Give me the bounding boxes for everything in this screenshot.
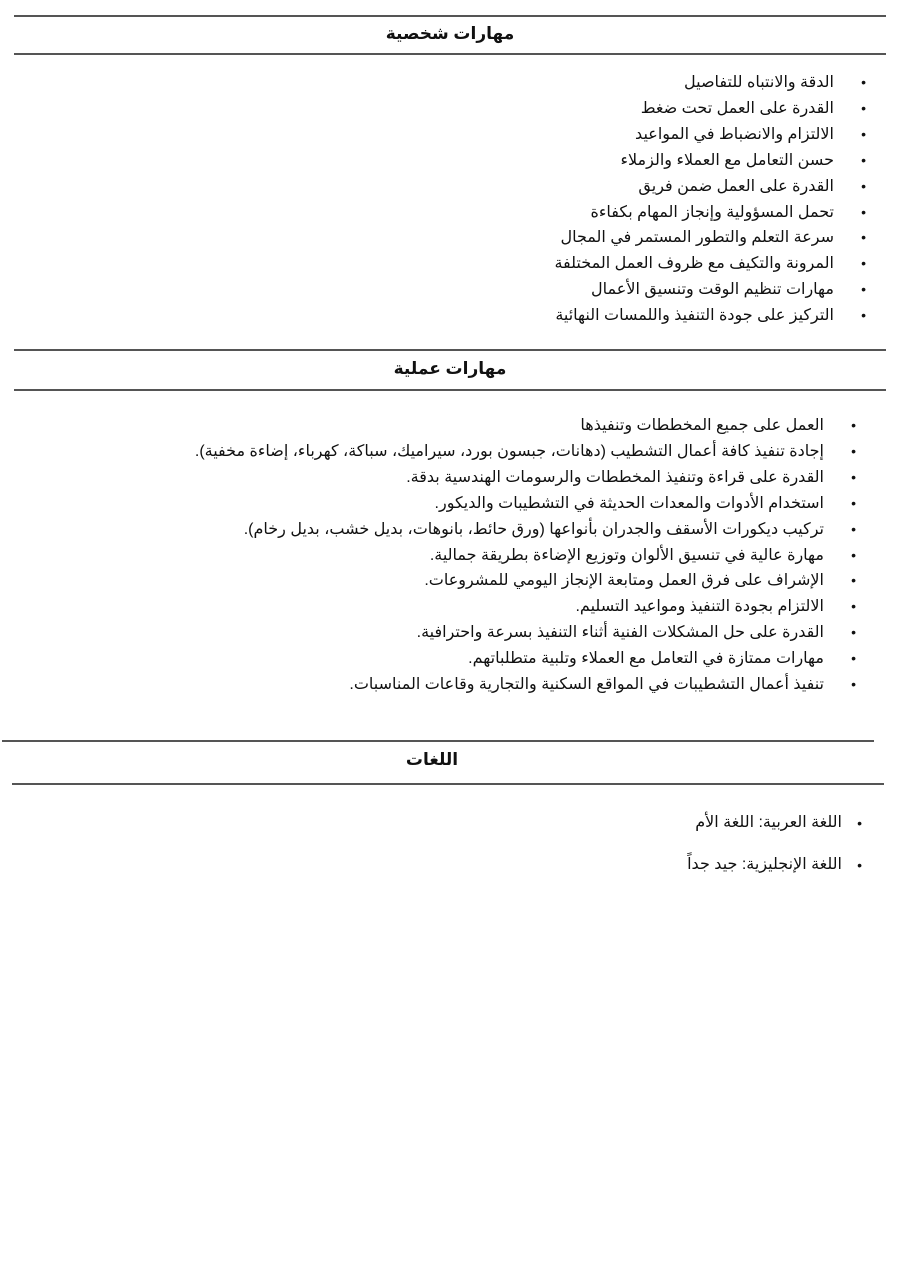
list-item-text: القدرة على قراءة وتنفيذ المخططات والرسومات الهندسية بدقة. (406, 468, 824, 486)
practical-skill-item (64, 465, 856, 491)
personal-skill-item (134, 148, 866, 174)
bullet-icon: • (861, 255, 866, 272)
divider-bottom-practical (14, 389, 886, 391)
personal-skill-item (134, 70, 866, 96)
list-item-text: القدرة على العمل ضمن فريق (638, 177, 834, 195)
practical-skill-item (64, 620, 856, 646)
bullet-icon: • (851, 494, 856, 511)
divider-bottom-languages (12, 783, 884, 785)
list-item-text: مهارات ممتازة في التعامل مع العملاء وتلبية متطلباتهم. (468, 650, 824, 668)
divider-top-practical (14, 349, 886, 351)
practical-skill-item (64, 543, 856, 569)
bullet-icon: • (851, 468, 856, 485)
list-item-text: المرونة والتكيف مع ظروف العمل المختلفة (554, 255, 834, 273)
personal-skill-item (134, 225, 866, 251)
bullet-icon: • (851, 520, 856, 537)
languages-list (342, 802, 862, 886)
language-item (342, 844, 862, 886)
section-title-personal-skills: مهارات شخصية (385, 24, 515, 43)
divider-bottom-personal (14, 53, 886, 55)
list-item-text: الإشراف على فرق العمل ومتابعة الإنجاز اليومي للمشروعات. (424, 572, 824, 590)
list-item-text: إجادة تنفيذ كافة أعمال التشطيب (دهانات، جبسون بورد، سيراميك، سباكة، كهرباء، إضاءة مخفية). (194, 442, 824, 460)
list-item-text: حسن التعامل مع العملاء والزملاء (620, 151, 834, 169)
bullet-icon: • (851, 417, 856, 433)
personal-skill-item (134, 277, 866, 303)
practical-skill-item (64, 568, 856, 594)
personal-skill-item (134, 303, 866, 329)
list-item-text: مهارة عالية في تنسيق الألوان وتوزيع الإضاءة بطريقة جمالية. (429, 546, 824, 564)
bullet-icon: • (857, 815, 862, 831)
list-item-text: الدقة والانتباه للتفاصيل (684, 74, 834, 91)
bullet-icon: • (857, 857, 862, 873)
divider-top-languages (2, 740, 874, 742)
personal-skill-item (134, 96, 866, 122)
list-item-text: الالتزام بجودة التنفيذ ومواعيد التسليم. (575, 598, 824, 616)
list-item-text: اللغة العربية: اللغة الأم (695, 814, 842, 831)
bullet-icon: • (851, 572, 856, 589)
language-item (342, 802, 862, 844)
personal-skills-list (134, 70, 866, 329)
list-item-text: التركيز على جودة التنفيذ واللمسات النهائية (555, 307, 834, 325)
bullet-icon: • (851, 650, 856, 667)
practical-skill-item (64, 413, 856, 439)
practical-skills-list (64, 413, 856, 698)
list-item-text: اللغة الإنجليزية: جيد جداً (687, 856, 842, 873)
bullet-icon: • (861, 125, 866, 142)
practical-skill-item (64, 517, 856, 543)
list-item-text: استخدام الأدوات والمعدات الحديثة في التشطيبات والديكور. (434, 494, 824, 512)
bullet-icon: • (851, 624, 856, 641)
bullet-icon: • (851, 676, 856, 693)
list-item-text: القدرة على العمل تحت ضغط (640, 99, 834, 117)
personal-skill-item (134, 200, 866, 226)
bullet-icon: • (861, 203, 866, 220)
practical-skill-item (64, 594, 856, 620)
bullet-icon: • (861, 307, 866, 324)
practical-skill-item (64, 672, 856, 698)
bullet-icon: • (861, 281, 866, 298)
section-title-practical-skills: مهارات عملية (393, 359, 507, 378)
bullet-icon: • (861, 99, 866, 116)
section-title-languages: اللغات (405, 750, 459, 769)
bullet-icon: • (861, 229, 866, 246)
bullet-icon: • (851, 598, 856, 615)
bullet-icon: • (861, 177, 866, 194)
bullet-icon: • (851, 442, 856, 459)
practical-skill-item (64, 646, 856, 672)
bullet-icon: • (861, 151, 866, 168)
list-item-text: تحمل المسؤولية وإنجاز المهام بكفاءة (590, 203, 834, 221)
list-item-text: العمل على جميع المخططات وتنفيذها (580, 417, 824, 434)
list-item-text: تركيب ديكورات الأسقف والجدران بأنواعها (ورق حائط، بانوهات، بديل خشب، بديل رخام). (243, 520, 824, 538)
list-item-text: الالتزام والانضباط في المواعيد (635, 125, 834, 143)
list-item-text: سرعة التعلم والتطور المستمر في المجال (560, 229, 834, 247)
bullet-icon: • (861, 74, 866, 90)
divider-top-personal (14, 15, 886, 17)
practical-skill-item (64, 439, 856, 465)
list-item-text: مهارات تنظيم الوقت وتنسيق الأعمال (591, 281, 834, 299)
bullet-icon: • (851, 546, 856, 563)
practical-skill-item (64, 491, 856, 517)
personal-skill-item (134, 122, 866, 148)
list-item-text: القدرة على حل المشكلات الفنية أثناء التنفيذ بسرعة واحترافية. (416, 624, 824, 642)
list-item-text: تنفيذ أعمال التشطيبات في المواقع السكنية والتجارية وقاعات المناسبات. (349, 676, 824, 694)
personal-skill-item (134, 174, 866, 200)
personal-skill-item (134, 251, 866, 277)
